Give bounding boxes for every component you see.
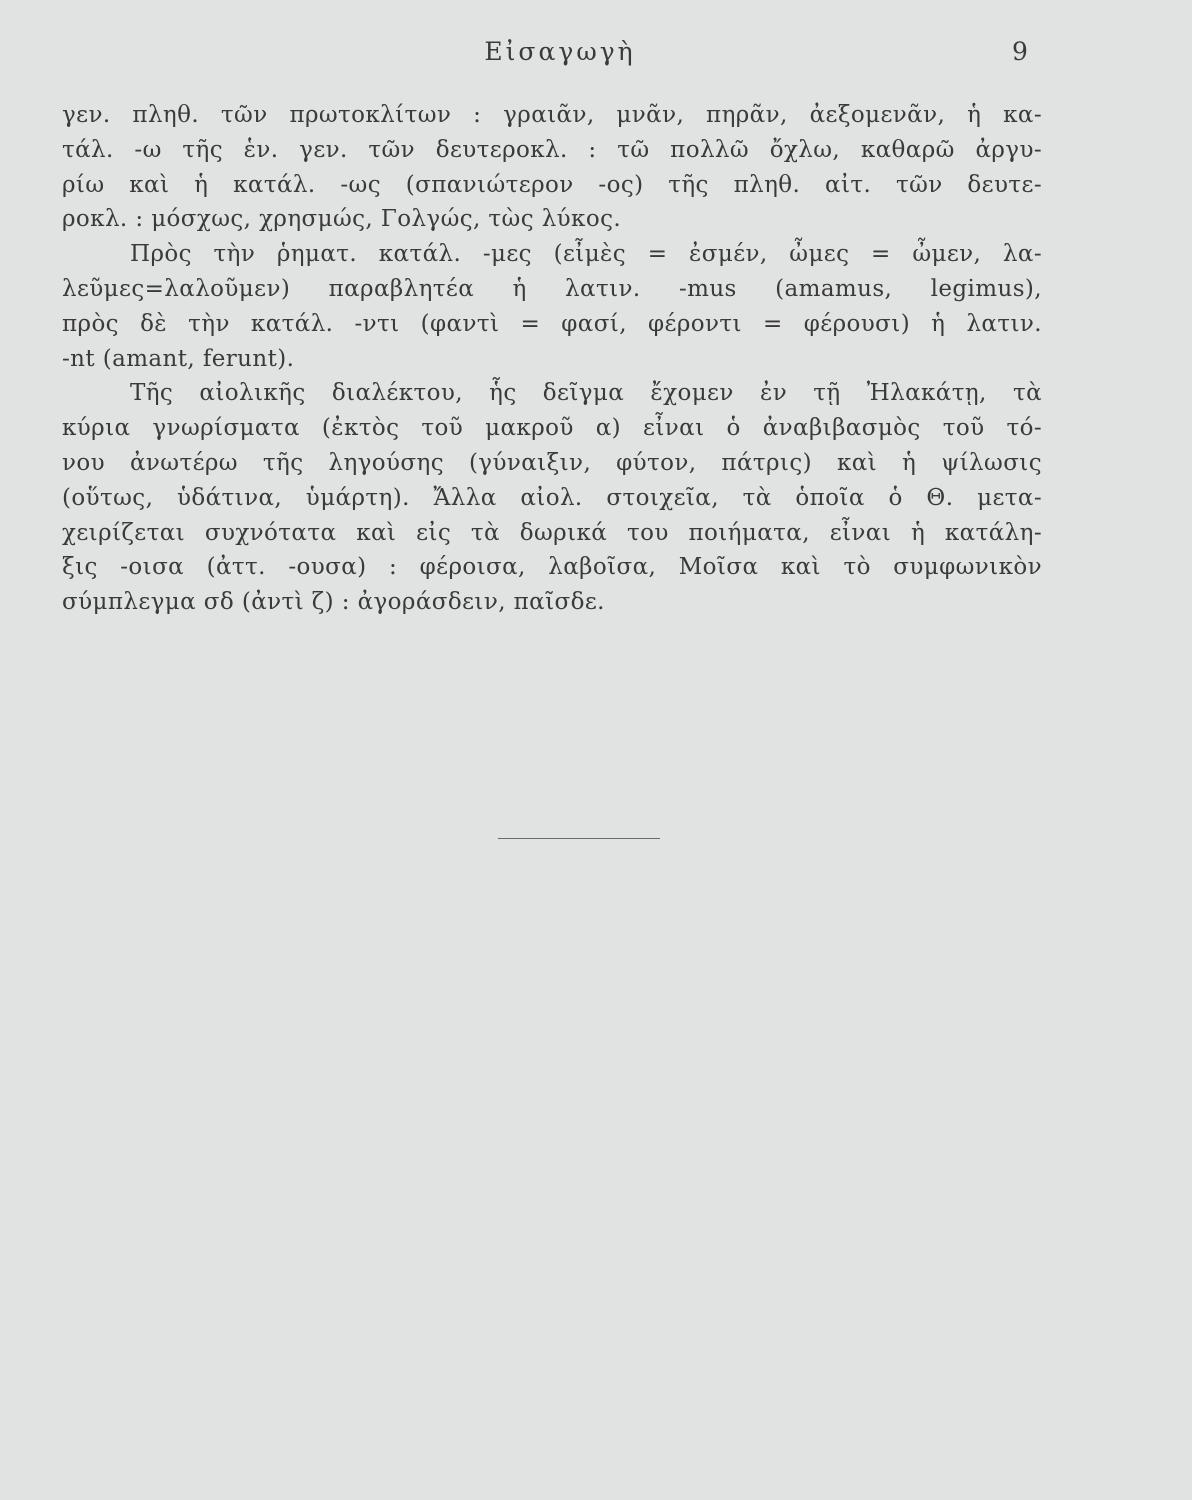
running-title: Εἰσαγωγὴ [484,37,636,66]
text-line: Πρὸς τὴν ῥηματ. κατάλ. -μες (εἶμὲς = ἐσμέν, ὦμες = ὦμεν, λα- [130,241,1042,268]
text-line: χειρίζεται συχνότατα καὶ εἰς τὰ δωρικά του ποιήματα, εἶναι ἡ κατάλη- [62,519,1042,546]
text-line: νου ἀνωτέρω τῆς ληγούσης (γύναιξιν, φύτον, πάτρις) καὶ ἡ ψίλωσις [62,449,1042,476]
text-line: ρίω καὶ ἡ κατάλ. -ως (σπανιώτερον -ος) τῆς πληθ. αἰτ. τῶν δευτε- [62,171,1042,198]
text-line: -nt (amant, ferunt). [62,345,295,372]
running-header [0,34,1192,74]
page-number: 9 [1012,37,1028,66]
text-line: κύρια γνωρίσματα (ἐκτὸς τοῦ μακροῦ α) εἶναι ὁ ἀναβιβασμὸς τοῦ τό- [62,415,1042,442]
text-line: λεῦμες=λαλοῦμεν) παραβλητέα ἡ λατιν. -mus (amamus, legimus), [62,275,1042,302]
text-line: γεν. πληθ. τῶν πρωτοκλίτων : γραιᾶν, μνᾶν, πηρᾶν, ἀεξομενᾶν, ἡ κα- [62,102,1042,128]
text-line: Τῆς αἰολικῆς διαλέκτου, ἧς δεῖγμα ἔχομεν ἐν τῇ Ἠλακάτῃ, τὰ [130,380,1042,407]
text-line: πρὸς δὲ τὴν κατάλ. -ντι (φαντὶ = φασί, φέροντι = φέρουσι) ἡ λατιν. [62,310,1042,337]
text-line: ξις -οισα (ἀττ. -ουσα) : φέροισα, λαβοῖσα, Μοῖσα καὶ τὸ συμφωνικὸν [62,554,1042,581]
text-line: σύμπλεγμα σδ (ἀντὶ ζ) : ἀγοράσδειν, παῖσδε. [62,589,605,616]
text-line: τάλ. -ω τῆς ἑν. γεν. τῶν δευτεροκλ. : τῶ πολλῶ ὄχλω, καθαρῶ ἀργυ- [62,136,1042,163]
text-line: (οὕτως, ὑδάτινα, ὑμάρτη). Ἄλλα αἰολ. στοιχεῖα, τὰ ὁποῖα ὁ Θ. μετα- [62,484,1042,511]
body-text [62,98,1042,620]
text-line: ροκλ. : μόσχως, χρησμώς, Γολγώς, τὼς λύκος. [62,206,622,233]
section-divider [498,838,660,839]
